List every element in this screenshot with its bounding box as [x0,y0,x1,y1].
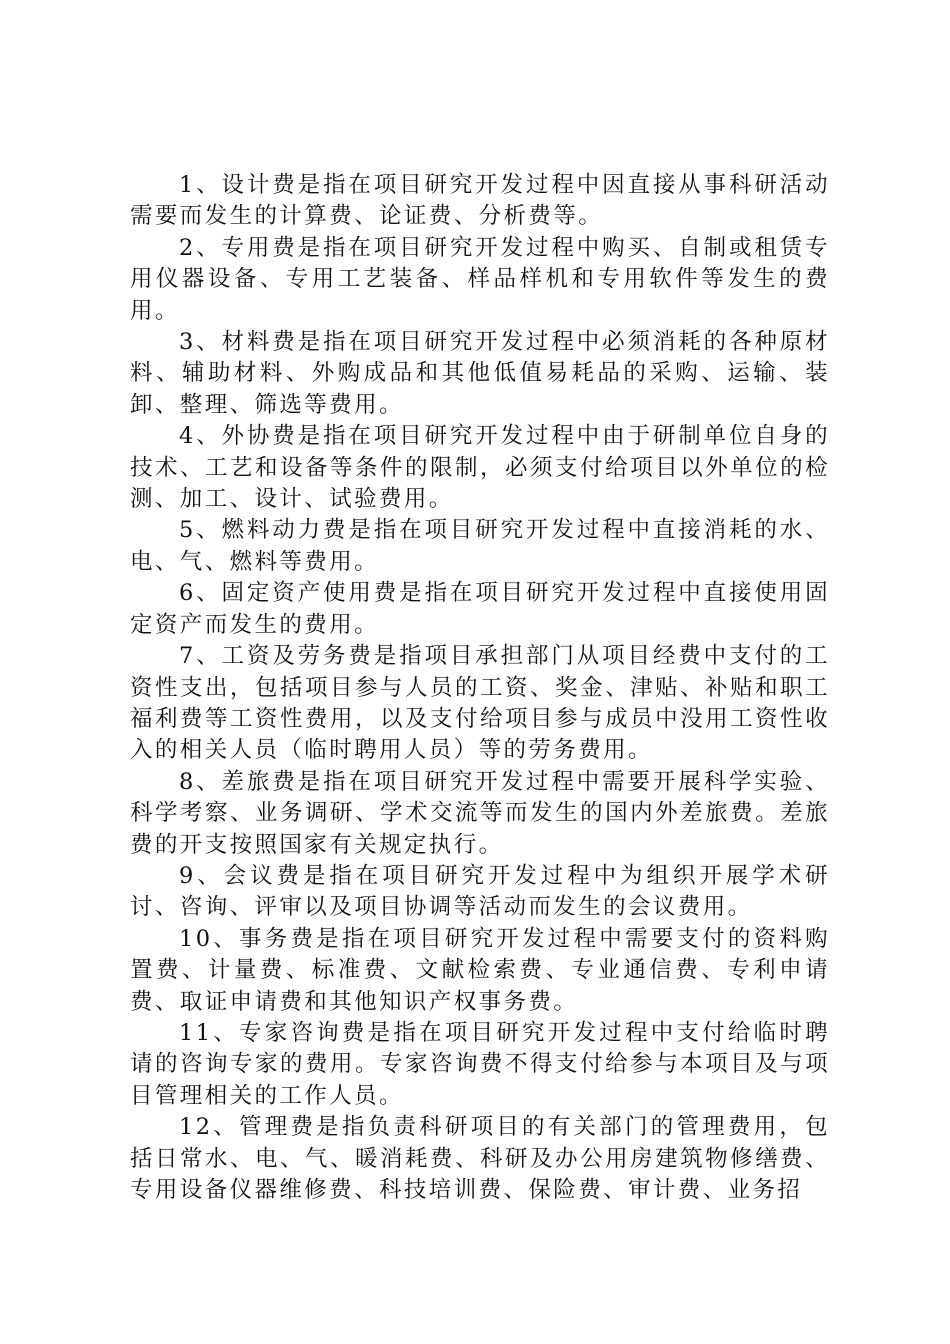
document-body [130,170,830,1206]
paragraph-meeting-fee: 9、会议费是指在项目研究开发过程中为组织开展学术研讨、咨询、评审以及项目协调等活动而发生的会议费用。 [130,862,830,921]
paragraph-material-fee: 3、材料费是指在项目研究开发过程中必须消耗的各种原材料、辅助材料、外购成品和其他低值易耗品的采购、运输、装卸、整理、筛选等费用。 [130,329,830,418]
paragraph-expert-fee: 11、专家咨询费是指在项目研究开发过程中支付给临时聘请的咨询专家的费用。专家咨询费不得支付给参与本项目及与项目管理相关的工作人员。 [130,1019,830,1109]
paragraph-labor-fee: 7、工资及劳务费是指项目承担部门从项目经费中支付的工资性支出，包括项目参与人员的工资、奖金、津贴、补贴和职工福利费等工资性费用，以及支付给项目参与成员中没用工资性收入的相关人员（临时聘用人员）等的劳务费用。 [130,643,830,764]
paragraph-travel-fee: 8、差旅费是指在项目研究开发过程中需要开展科学实验、科学考察、业务调研、学术交流等而发生的国内外差旅费。差旅费的开支按照国家有关规定执行。 [130,768,830,858]
paragraph-fuel-power-fee: 5、燃料动力费是指在项目研究开发过程中直接消耗的水、电、气、燃料等费用。 [130,517,830,575]
paragraph-design-fee: 1、设计费是指在项目研究开发过程中因直接从事科研活动需要而发生的计算费、论证费、分析费等。 [130,172,830,230]
paragraph-outsourcing-fee: 4、外协费是指在项目研究开发过程中由于研制单位自身的技术、工艺和设备等条件的限制，必须支付给项目以外单位的检测、加工、设计、试验费用。 [130,423,830,513]
paragraph-special-fee: 2、专用费是指在项目研究开发过程中购买、自制或租赁专用仪器设备、专用工艺装备、样品样机和专用软件等发生的费用。 [130,234,830,324]
paragraph-fixed-asset-fee: 6、固定资产使用费是指在项目研究开发过程中直接使用固定资产而发生的费用。 [130,580,830,638]
paragraph-affairs-fee: 10、事务费是指在项目研究开发过程中需要支付的资料购置费、计量费、标准费、文献检索费、专业通信费、专利申请费、取证申请费和其他知识产权事务费。 [130,925,830,1015]
paragraph-management-fee: 12、管理费是指负责科研项目的有关部门的管理费用，包括日常水、电、气、暖消耗费、科研及办公用房建筑物修缮费、专用设备仪器维修费、科技培训费、保险费、审计费、业务招 [130,1114,830,1203]
